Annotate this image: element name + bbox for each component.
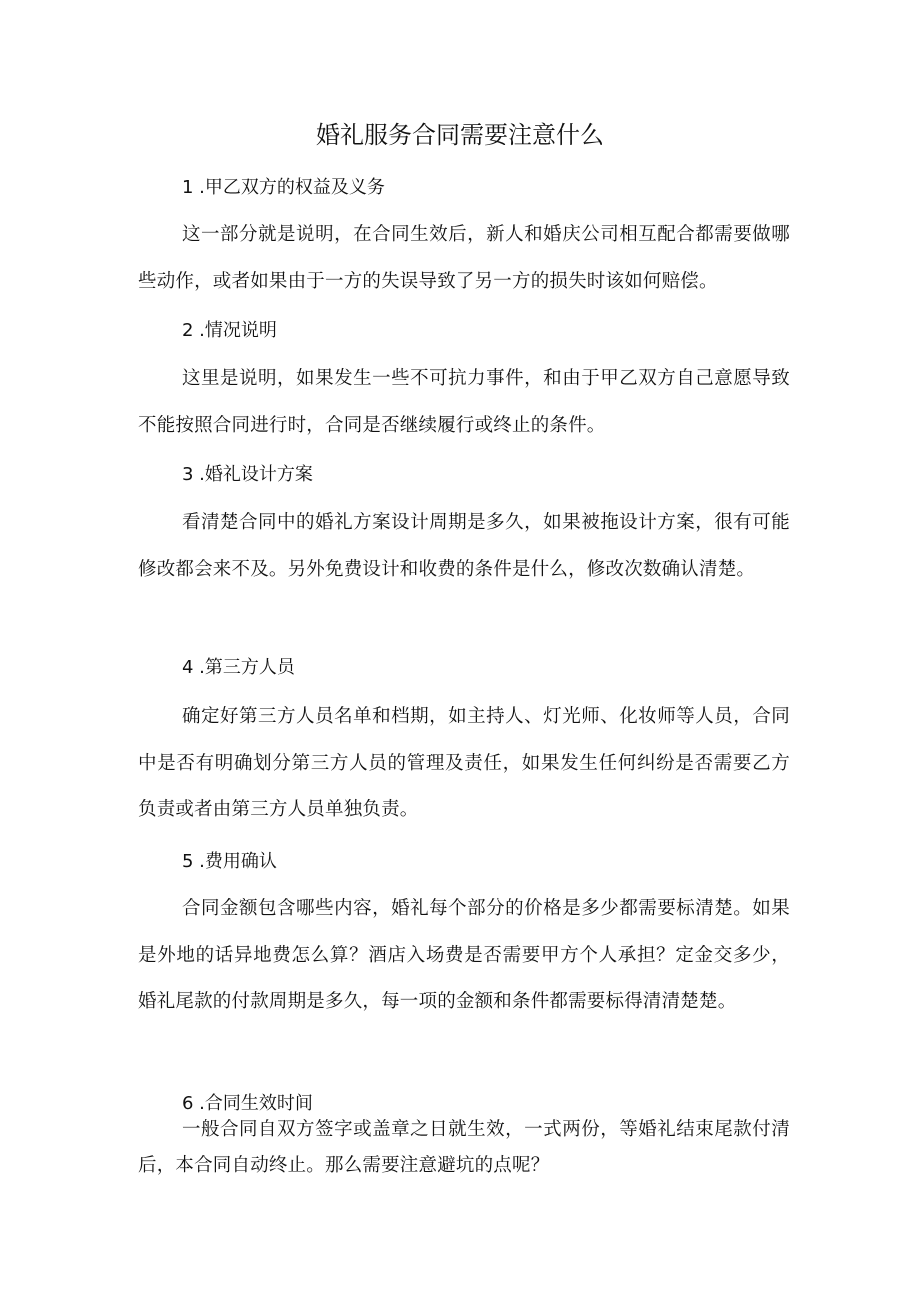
section-heading-3: 3 .婚礼设计方案 bbox=[182, 464, 313, 485]
section-heading-5: 5 .费用确认 bbox=[182, 851, 277, 872]
section-heading-1: 1 .甲乙双方的权益及义务 bbox=[182, 177, 385, 198]
section-heading-4: 4 .第三方人员 bbox=[182, 657, 295, 678]
section-body-6: 一般合同自双方签字或盖章之日就生效，一式两份，等婚礼结束尾款付清后，本合同自动终止。那么需要注意避坑的点呢？ bbox=[138, 1119, 790, 1176]
section-heading-6: 6 .合同生效时间 bbox=[182, 1093, 313, 1114]
section-body-4: 确定好第三方人员名单和档期，如主持人、灯光师、化妆师等人员，合同中是否有明确划分第三方人员的管理及责任，如果发生任何纠纷是否需要乙方负责或者由第三方人员单独负责。 bbox=[138, 706, 790, 820]
section-body-1: 这一部分就是说明，在合同生效后，新人和婚庆公司相互配合都需要做哪些动作，或者如果由于一方的失误导致了另一方的损失时该如何赔偿。 bbox=[138, 224, 790, 292]
section-body-2: 这里是说明，如果发生一些不可抗力事件，和由于甲乙双方自己意愿导致不能按照合同进行时，合同是否继续履行或终止的条件。 bbox=[138, 368, 790, 436]
section-body-5: 合同金额包含哪些内容，婚礼每个部分的价格是多少都需要标清楚。如果是外地的话异地费怎么算？酒店入场费是否需要甲方个人承担？定金交多少，婚礼尾款的付款周期是多久，每一项的金额和条件都需要标得清清楚楚。 bbox=[138, 898, 790, 1012]
document-title: 婚礼服务合同需要注意什么 bbox=[316, 121, 604, 149]
section-heading-2: 2 .情况说明 bbox=[182, 320, 277, 341]
section-body-3: 看清楚合同中的婚礼方案设计周期是多久，如果被拖设计方案，很有可能修改都会来不及。另外免费设计和收费的条件是什么，修改次数确认清楚。 bbox=[138, 512, 790, 580]
